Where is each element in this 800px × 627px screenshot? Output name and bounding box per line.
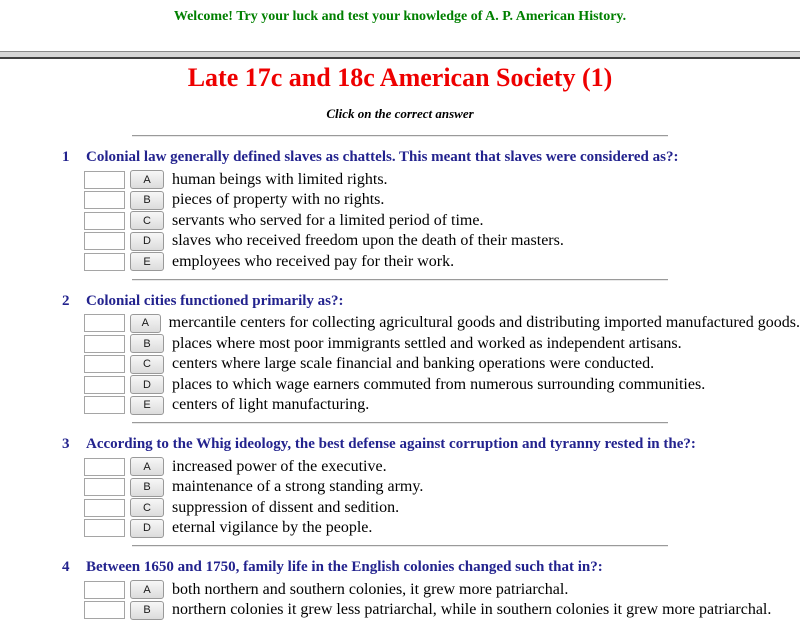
answer-option-text: employees who received pay for their work. xyxy=(172,252,455,270)
answer-option-text: centers where large scale financial and banking operations were conducted. xyxy=(172,355,655,372)
answer-option-row xyxy=(84,457,800,476)
quiz-frame xyxy=(0,63,800,618)
answer-option-row xyxy=(84,498,800,517)
answer-option-text: mercantile centers for collecting agricultural goods and distributing imported manufactured goods. xyxy=(168,314,800,331)
instructions-text: Click on the correct answer xyxy=(326,106,474,121)
welcome-message: Welcome! Try your luck and test your knowledge of A. P. American History. xyxy=(173,9,627,24)
answer-result-field-a[interactable] xyxy=(84,581,125,599)
answer-option-row xyxy=(84,355,800,374)
answer-option-row xyxy=(84,314,800,333)
answer-result-field-a[interactable] xyxy=(84,458,125,476)
answer-option-text: servants who served for a limited period of time. xyxy=(172,211,484,229)
answer-option-row xyxy=(84,396,800,415)
answer-button-b[interactable]: B xyxy=(130,478,164,497)
answer-option-row xyxy=(84,519,800,538)
answer-button-c[interactable]: C xyxy=(130,211,164,230)
question-divider xyxy=(132,422,668,424)
answer-button-b[interactable]: B xyxy=(130,334,164,353)
answer-button-a[interactable]: A xyxy=(130,457,164,476)
answer-button-d[interactable]: D xyxy=(130,375,164,394)
question-text: Colonial cities functioned primarily as?: xyxy=(86,292,344,309)
answer-result-field-b[interactable] xyxy=(84,601,125,619)
answer-option-row xyxy=(84,375,800,394)
answer-option-text: maintenance of a strong standing army. xyxy=(172,478,424,495)
answer-option-text: slaves who received freedom upon the death of their masters. xyxy=(172,232,564,249)
answer-option-text: suppression of dissent and sedition. xyxy=(172,498,400,516)
answer-option-row xyxy=(84,252,800,271)
answer-button-c[interactable]: C xyxy=(130,498,164,517)
question-divider xyxy=(132,279,668,281)
frameset-divider[interactable] xyxy=(0,51,800,59)
answer-result-field-c[interactable] xyxy=(84,355,125,373)
answer-option-row xyxy=(84,191,800,210)
question-block xyxy=(0,279,800,423)
answer-button-c[interactable]: C xyxy=(130,355,164,374)
question-text: According to the Whig ideology, the best defense against corruption and tyranny rested in the?: xyxy=(86,436,696,452)
answer-result-field-d[interactable] xyxy=(84,519,125,537)
answer-button-a[interactable]: A xyxy=(130,170,164,189)
question-text: Between 1650 and 1750, family life in the English colonies changed such that in?: xyxy=(86,559,603,575)
questions-list xyxy=(0,135,800,627)
answer-option-text: pieces of property with no rights. xyxy=(172,191,385,208)
answer-option-text: centers of light manufacturing. xyxy=(172,396,370,413)
answer-option-row xyxy=(84,601,800,620)
question-divider xyxy=(132,135,668,137)
question-header xyxy=(62,559,800,576)
answer-option-text: places to which wage earners commuted from numerous surrounding communities. xyxy=(172,375,706,393)
question-header xyxy=(62,293,800,310)
answer-result-field-a[interactable] xyxy=(84,171,125,189)
answer-button-d[interactable]: D xyxy=(130,519,164,538)
question-text: Colonial law generally defined slaves as chattels. This meant that slaves were considered as?: xyxy=(86,149,679,165)
question-number: 3 xyxy=(62,436,70,452)
answer-result-field-b[interactable] xyxy=(84,478,125,496)
answer-option-text: places where most poor immigrants settled and worked as independent artisans. xyxy=(172,334,682,352)
question-block xyxy=(0,545,800,627)
welcome-banner-frame xyxy=(0,0,800,51)
answer-option-row xyxy=(84,334,800,353)
answer-result-field-a[interactable] xyxy=(84,314,125,332)
answer-option-text: human beings with limited rights. xyxy=(172,170,388,188)
answer-option-row xyxy=(84,580,800,599)
answer-result-field-e[interactable] xyxy=(84,396,125,414)
answer-button-b[interactable]: B xyxy=(130,601,164,620)
question-divider xyxy=(132,545,668,547)
page-title: Late 17c and 18c American Society (1) xyxy=(187,63,613,92)
answer-result-field-e[interactable] xyxy=(84,253,125,271)
answer-button-d[interactable]: D xyxy=(130,232,164,251)
question-number: 4 xyxy=(62,559,70,575)
answer-option-text: both northern and southern colonies, it grew more patriarchal. xyxy=(172,580,569,598)
answer-result-field-b[interactable] xyxy=(84,335,125,353)
question-header xyxy=(62,436,800,453)
answer-button-e[interactable]: E xyxy=(130,252,164,271)
answer-option-row xyxy=(84,211,800,230)
answer-button-a[interactable]: A xyxy=(130,314,161,333)
question-header xyxy=(62,149,800,166)
question-block xyxy=(0,135,800,279)
answer-button-e[interactable]: E xyxy=(130,396,164,415)
answer-result-field-d[interactable] xyxy=(84,376,125,394)
answer-option-row xyxy=(84,478,800,497)
question-number: 2 xyxy=(62,292,70,309)
answer-result-field-d[interactable] xyxy=(84,232,125,250)
answer-option-text: eternal vigilance by the people. xyxy=(172,519,373,536)
answer-button-a[interactable]: A xyxy=(130,580,164,599)
question-block xyxy=(0,422,800,545)
answer-option-row xyxy=(84,232,800,251)
question-number: 1 xyxy=(62,149,70,165)
answer-option-row xyxy=(84,170,800,189)
answer-result-field-b[interactable] xyxy=(84,191,125,209)
answer-button-b[interactable]: B xyxy=(130,191,164,210)
answer-option-text: northern colonies it grew less patriarchal, while in southern colonies it grew more patriarchal. xyxy=(172,601,772,618)
answer-result-field-c[interactable] xyxy=(84,499,125,517)
answer-option-text: increased power of the executive. xyxy=(172,457,387,475)
answer-result-field-c[interactable] xyxy=(84,212,125,230)
